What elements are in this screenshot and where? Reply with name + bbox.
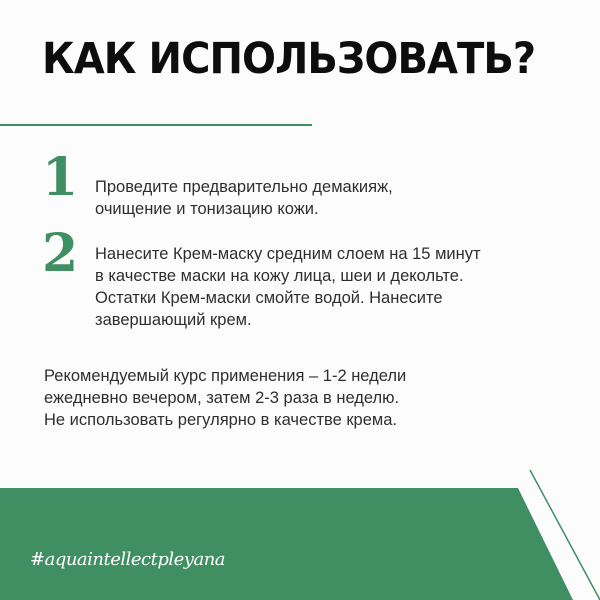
step-2-line: завершающий крем. — [95, 311, 252, 329]
step-2-line: в качестве маски на кожу лица, шеи и декольте. — [95, 267, 464, 285]
green-band — [0, 488, 573, 600]
hashtag: #aquaintellectpleyana — [30, 549, 226, 570]
usage-note-line: ежедневно вечером, затем 2-3 раза в неделю. — [44, 389, 400, 407]
step-2-number: 2 — [42, 223, 79, 284]
step-2-line: Нанесите Крем-маску средним слоем на 15 минут — [95, 245, 481, 263]
step-2-line: Остатки Крем-маски смойте водой. Нанесите — [95, 289, 443, 307]
step-1-number: 1 — [42, 147, 79, 208]
page-title: КАК ИСПОЛЬЗОВАТЬ? — [42, 34, 536, 84]
step-1-line: Проведите предварительно демакияж, — [95, 178, 393, 196]
step-1-line: очищение и тонизацию кожи. — [95, 200, 319, 218]
usage-note-line: Рекомендуемый курс применения – 1-2 недели — [44, 367, 407, 385]
usage-note-line: Не использовать регулярно в качестве крема. — [44, 411, 398, 429]
